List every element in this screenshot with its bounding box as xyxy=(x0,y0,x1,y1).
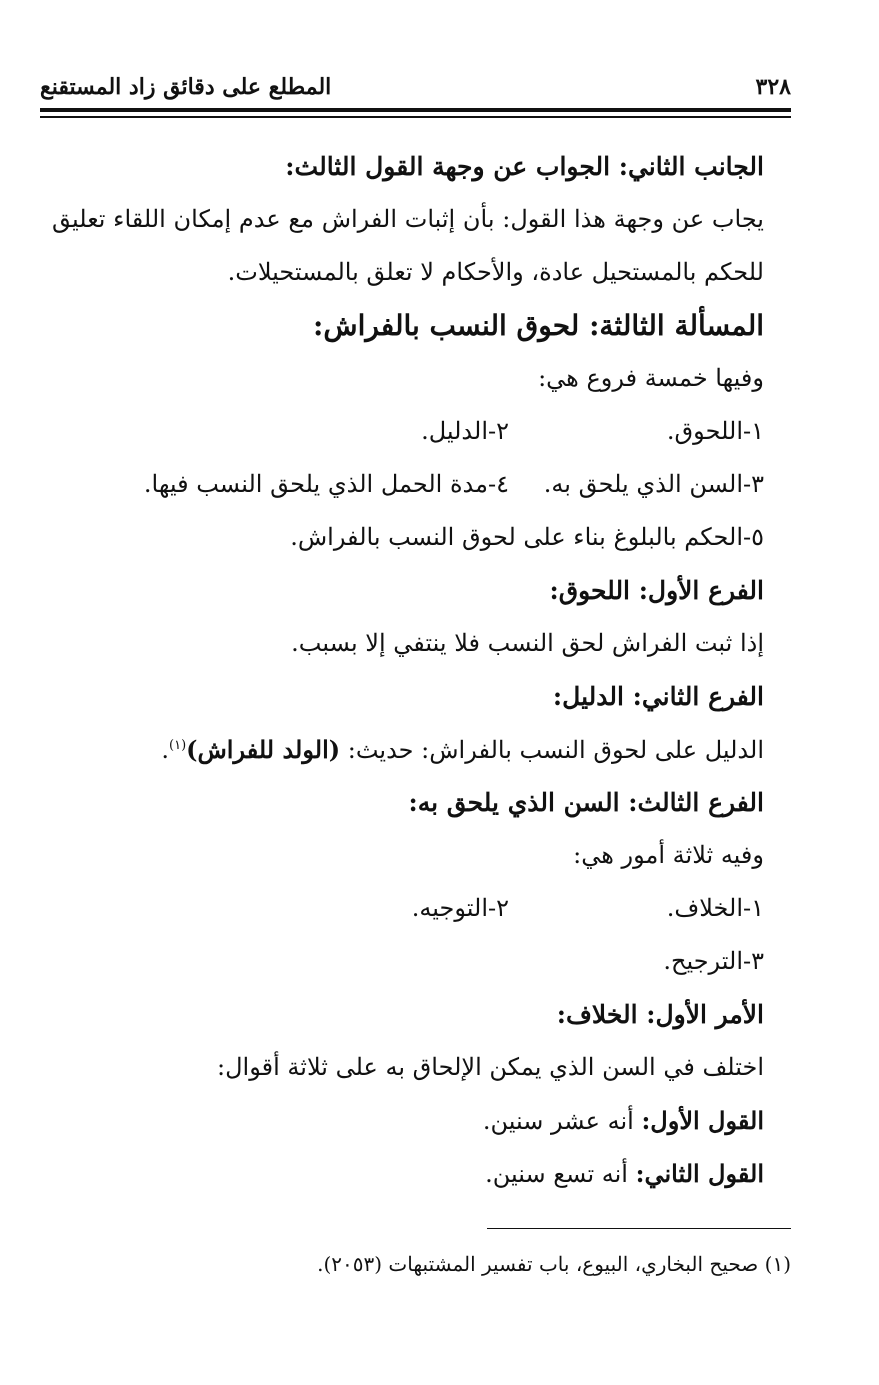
matter-list-row xyxy=(52,882,764,935)
page-body xyxy=(52,140,764,1200)
header-rule-thick xyxy=(40,108,791,112)
issue-heading: المسألة الثالثة: لحوق النسب بالفراش: xyxy=(313,309,764,342)
branch-list-row xyxy=(52,458,764,511)
page-number: ٣٢٨ xyxy=(755,74,791,100)
list-item: ٢-الدليل. xyxy=(421,417,509,445)
branch-heading: الفرع الثالث: السن الذي يلحق به: xyxy=(408,788,764,817)
opinion-text: أنه تسع سنين. xyxy=(485,1160,628,1188)
list-item: ٣-الترجيح. xyxy=(663,947,764,975)
book-title: المطلع على دقائق زاد المستقنع xyxy=(40,74,332,100)
section-heading: الجانب الثاني: الجواب عن وجهة القول الثالث: xyxy=(285,152,764,181)
opinion-text: أنه عشر سنين. xyxy=(482,1107,634,1135)
paragraph-line: اختلف في السن الذي يمكن الإلحاق به على ثلاثة أقوال: xyxy=(217,1053,764,1081)
list-item: ٥-الحكم بالبلوغ بناء على لحوق النسب بالفراش. xyxy=(290,523,764,551)
matter-heading: الأمر الأول: الخلاف: xyxy=(556,1000,764,1029)
running-header xyxy=(40,70,791,104)
header-rule-thin xyxy=(40,116,791,118)
list-item: ٣-السن الذي يلحق به. xyxy=(543,470,764,498)
paragraph-line: وفيه ثلاثة أمور هي: xyxy=(573,841,764,869)
opinion-label: القول الثاني: xyxy=(635,1159,764,1188)
branch-heading: الفرع الثاني: الدليل: xyxy=(552,682,764,711)
paragraph-line: إذا ثبت الفراش لحق النسب فلا ينتفي إلا بسبب. xyxy=(291,629,764,657)
opinion-label: القول الأول: xyxy=(641,1106,764,1135)
list-item: ٢-التوجيه. xyxy=(411,894,509,922)
period: . xyxy=(161,736,169,764)
footnote: (١) صحيح البخاري، البيوع، باب تفسير المشتبهات (٢٠٥٣). xyxy=(317,1252,791,1276)
opinion-line xyxy=(52,1094,764,1147)
paragraph-line: وفيها خمسة فروع هي: xyxy=(538,364,764,392)
footnote-marker[interactable]: (١) xyxy=(169,738,187,753)
list-item: ١-اللحوق. xyxy=(666,417,764,445)
footnote-separator xyxy=(487,1228,791,1229)
branch-heading: الفرع الأول: اللحوق: xyxy=(549,576,764,605)
list-item: ٤-مدة الحمل الذي يلحق النسب فيها. xyxy=(143,470,509,498)
list-item: ١-الخلاف. xyxy=(666,894,764,922)
opinion-line xyxy=(52,1147,764,1200)
hadith-line xyxy=(52,723,764,776)
paragraph-line: يجاب عن وجهة هذا القول: بأن إثبات الفراش مع عدم إمكان اللقاء تعليق xyxy=(52,205,764,233)
hadith-intro: الدليل على لحوق النسب بالفراش: حديث: xyxy=(347,736,764,764)
hadith-text: (الولد للفراش) xyxy=(186,735,341,764)
branch-list-row xyxy=(52,405,764,458)
paragraph-line: للحكم بالمستحيل عادة، والأحكام لا تعلق بالمستحيلات. xyxy=(227,258,764,286)
